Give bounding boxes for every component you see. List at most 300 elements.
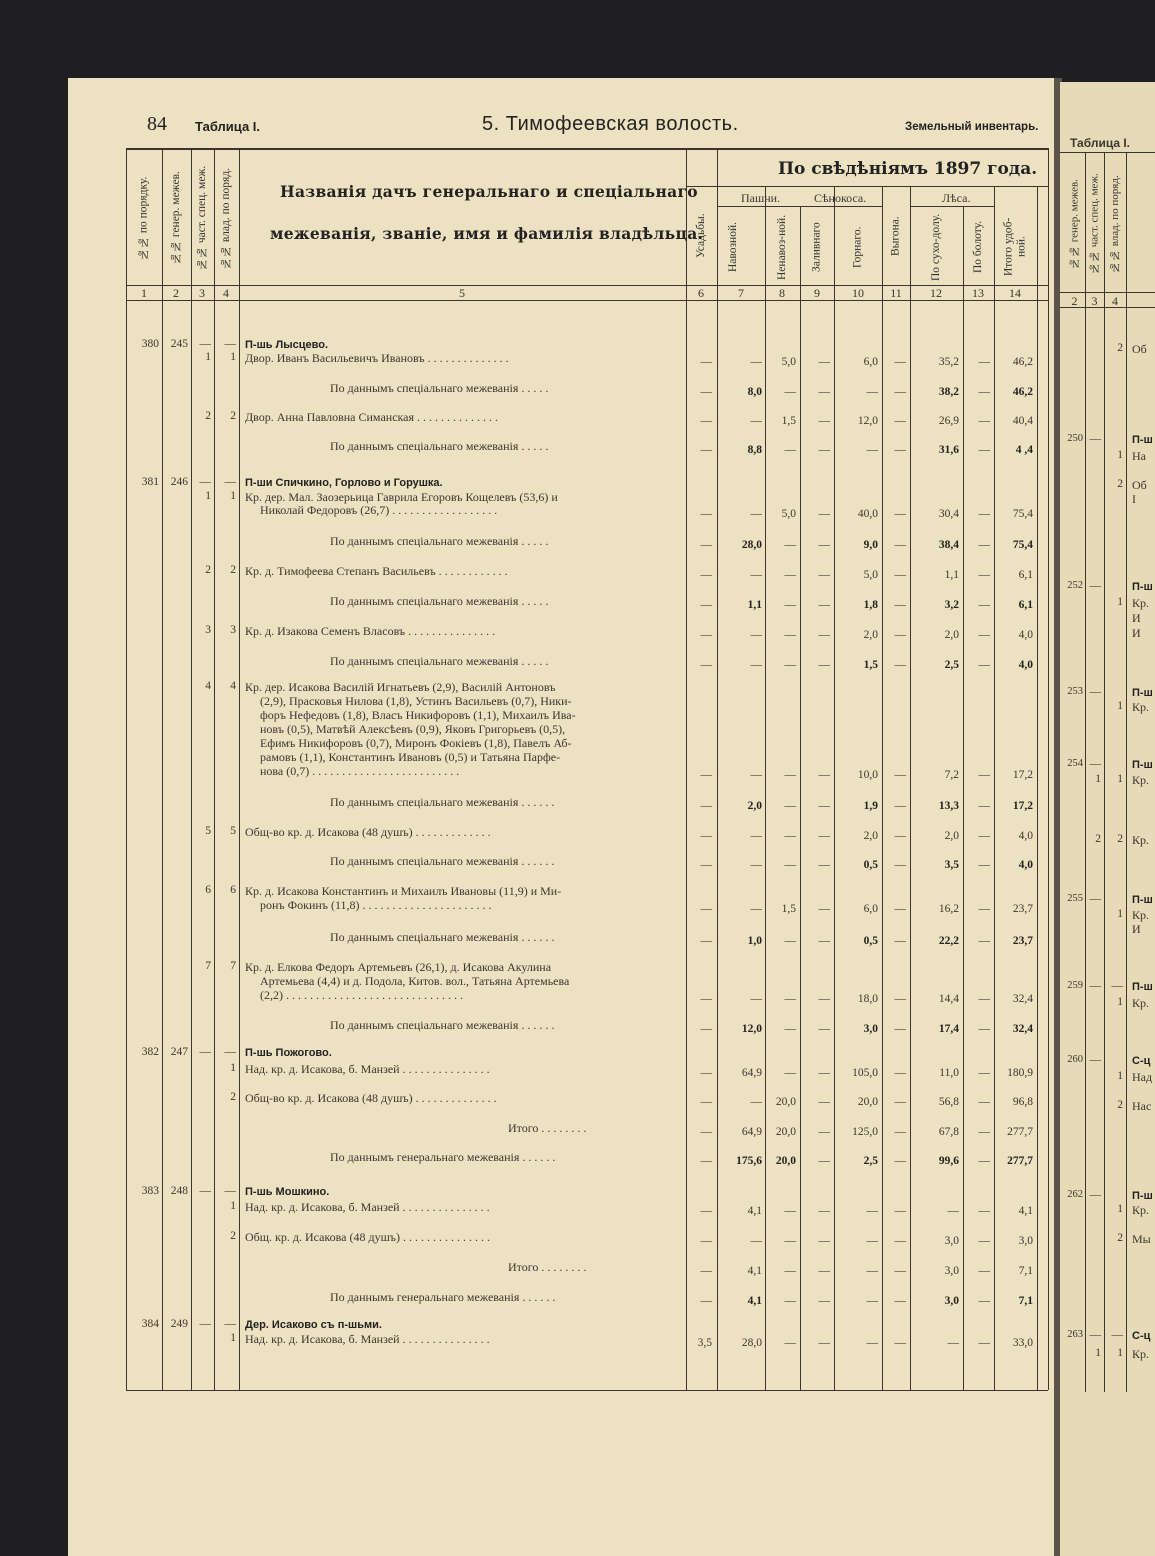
row-value: — — [894, 993, 906, 1005]
row-c2: 246 — [170, 476, 188, 488]
row-value: — — [818, 1067, 830, 1079]
row-value: 125,0 — [852, 1126, 878, 1138]
row-owner: Ефимъ Никифоровъ (0,7), Миронъ Фокіевъ (1,8), Павелъ Аб- — [260, 736, 572, 750]
column-number: 12 — [930, 286, 942, 300]
right-row-owner-num: 2 — [1117, 342, 1123, 354]
col-rule — [191, 148, 192, 1390]
table-label: Таблица I. — [195, 119, 261, 134]
column-header-po_bolotu: По болоту. — [972, 220, 984, 274]
row-value: — — [700, 539, 712, 551]
row-value: 23,7 — [1012, 935, 1033, 947]
right-row-text: Кр. — [1132, 833, 1150, 847]
row-total: Итого . . . . . . . . — [508, 1260, 587, 1274]
row-survey-note: По даннымъ спеціальнаго межеванія . . . . . — [330, 594, 549, 608]
column-number: 3 — [199, 286, 205, 300]
row-c4: 2 — [230, 1091, 236, 1103]
row-value: — — [784, 800, 796, 812]
right-row-owner-num: — — [1111, 980, 1123, 992]
row-value: — — [978, 769, 990, 781]
row-owner: Общ-во кр. д. Исакова (48 душъ) . . . . . . . . . . . . . . — [245, 1091, 497, 1105]
row-value: — — [784, 993, 796, 1005]
group-lesa: Лѣса. — [942, 191, 971, 205]
column-header-itogo_udobnoy: Итого удоб-ной. — [1002, 217, 1028, 277]
row-value: — — [818, 903, 830, 915]
row-value: — — [750, 769, 762, 781]
row-total: Итого . . . . . . . . — [508, 1121, 587, 1135]
right-row-gen: 262 — [1067, 1189, 1083, 1200]
row-value: — — [978, 629, 990, 641]
row-survey-note: По даннымъ спеціальнаго межеванія . . . . . . — [330, 795, 555, 809]
row-value: 6,1 — [1018, 599, 1033, 611]
row-value: 75,4 — [1012, 539, 1033, 551]
row-value: 2,0 — [863, 830, 878, 842]
row-value: — — [978, 1337, 990, 1349]
row-value: 3,2 — [944, 599, 959, 611]
row-value: — — [700, 1067, 712, 1079]
row-value: — — [700, 508, 712, 520]
right-row-part: — — [1089, 1329, 1101, 1341]
row-value: 17,2 — [1012, 800, 1033, 812]
column-number: 10 — [852, 286, 864, 300]
right-row-text: На — [1132, 449, 1146, 463]
row-owner: Артемьева (4,4) и д. Подола, Китов. вол., Татьяна Артемьева — [260, 974, 570, 988]
rule-lesa — [910, 206, 994, 207]
row-value: — — [894, 508, 906, 520]
row-value: 18,0 — [857, 993, 878, 1005]
row-value: 4,1 — [747, 1295, 762, 1307]
row-value: — — [750, 1235, 762, 1247]
right-row-text: Над — [1132, 1070, 1153, 1084]
group-header: По свѣдѣніямъ 1897 года. — [778, 159, 1038, 179]
right-column-header: №№ генер. межев. — [1068, 179, 1081, 269]
row-c3: 3 — [205, 624, 211, 636]
row-value: 2,5 — [863, 1155, 878, 1167]
column-number: 6 — [698, 286, 704, 300]
right-row-text: Кр. — [1132, 996, 1150, 1010]
row-c3: 1 — [205, 351, 211, 363]
row-value: — — [750, 1096, 762, 1108]
right-column-number: 2 — [1071, 294, 1078, 308]
row-value: 5,0 — [781, 508, 796, 520]
right-row-gen: 263 — [1067, 1329, 1083, 1340]
row-c1: 382 — [141, 1046, 159, 1058]
row-owner: Общ-во кр. д. Исакова (48 душъ) . . . . . . . . . . . . . — [245, 825, 491, 839]
row-value: — — [894, 569, 906, 581]
row-value: — — [978, 386, 990, 398]
row-value: — — [894, 1265, 906, 1277]
row-owner: рамовъ (1,1), Константинъ Ивановъ (0,5) и Татьяна Парфе- — [260, 750, 561, 764]
row-c4: 2 — [230, 564, 236, 576]
right-row-text: І — [1132, 492, 1136, 506]
column-number: 7 — [738, 286, 744, 300]
row-value: 4,1 — [1018, 1205, 1033, 1217]
right-row-text: Кр. — [1132, 700, 1150, 714]
column-header-gornago: Горнаго. — [851, 226, 864, 268]
row-c4: — — [224, 1185, 236, 1197]
row-value: — — [818, 508, 830, 520]
row-value: — — [978, 859, 990, 871]
row-c3: 7 — [205, 960, 211, 972]
row-value: 8,0 — [747, 386, 762, 398]
row-owner: нова (0,7) . . . . . . . . . . . . . . . . . . . . . . . . . — [260, 764, 460, 778]
row-value: — — [818, 769, 830, 781]
row-value: — — [894, 659, 906, 671]
row-value: — — [866, 444, 878, 456]
row-owner: Кр. д. Исакова Константинъ и Михаилъ Ивановы (11,9) и Ми- — [245, 884, 562, 898]
rule-pashni — [717, 206, 800, 207]
row-value: — — [700, 993, 712, 1005]
column-header-usadby: Усадьбы. — [695, 213, 707, 259]
row-value: — — [978, 1265, 990, 1277]
row-survey-note: По даннымъ спеціальнаго межеванія . . . . . . — [330, 854, 555, 868]
row-owner: (2,2) . . . . . . . . . . . . . . . . . . . . . . . . . . . . . . — [260, 988, 463, 1002]
row-value: 10,0 — [857, 769, 878, 781]
row-value: 12,0 — [857, 415, 878, 427]
row-value: — — [700, 1295, 712, 1307]
right-row-text: Нас — [1132, 1099, 1152, 1113]
row-place-title: Дер. Исаково съ п-шьми. — [245, 1319, 382, 1331]
column-number: 4 — [223, 286, 229, 300]
row-value: 7,2 — [944, 769, 959, 781]
right-rule-header — [1060, 292, 1155, 293]
row-value: 64,9 — [741, 1067, 762, 1079]
row-value: 17,4 — [938, 1023, 959, 1035]
row-value: 1,1 — [944, 569, 959, 581]
row-c4: 3 — [230, 624, 236, 636]
right-row-owner-num: 1 — [1117, 996, 1123, 1008]
row-value: 105,0 — [852, 1067, 878, 1079]
row-value: — — [894, 1235, 906, 1247]
row-c2: 247 — [170, 1046, 188, 1058]
row-value: — — [818, 1023, 830, 1035]
row-value: — — [784, 1295, 796, 1307]
row-value: 40,4 — [1012, 415, 1033, 427]
right-row-part: 1 — [1095, 773, 1101, 785]
column-number: 9 — [814, 286, 820, 300]
right-row-owner-num: 1 — [1117, 773, 1123, 785]
row-value: — — [750, 659, 762, 671]
column-header-c2: №№ генер. межев. — [170, 171, 182, 265]
row-value: — — [978, 1155, 990, 1167]
row-survey-note: По даннымъ спеціальнаго межеванія . . . . . — [330, 381, 549, 395]
row-value: — — [978, 539, 990, 551]
row-c4: — — [224, 338, 236, 350]
row-value: — — [818, 800, 830, 812]
row-c3: 2 — [205, 410, 211, 422]
row-value: 1,5 — [863, 659, 878, 671]
row-value: — — [818, 659, 830, 671]
row-value: 180,9 — [1007, 1067, 1033, 1079]
row-value: 5,0 — [781, 356, 796, 368]
column-number: 13 — [972, 286, 984, 300]
right-column-header: №№ влад. по поряд. — [1109, 175, 1121, 273]
row-value: — — [784, 386, 796, 398]
row-value: — — [700, 629, 712, 641]
row-value: — — [784, 1265, 796, 1277]
row-value: — — [978, 903, 990, 915]
row-value: 2,0 — [944, 629, 959, 641]
row-value: — — [978, 830, 990, 842]
row-value: 4,0 — [1018, 859, 1033, 871]
right-row-text: Об — [1132, 342, 1147, 356]
right-row-text: Кр. — [1132, 773, 1150, 787]
row-value: — — [784, 539, 796, 551]
right-row-part: — — [1089, 686, 1101, 698]
row-value: — — [894, 599, 906, 611]
row-c3: 6 — [205, 884, 211, 896]
row-value: — — [700, 1205, 712, 1217]
row-value: — — [894, 539, 906, 551]
column-number: 5 — [459, 286, 465, 300]
row-value: 4,1 — [747, 1205, 762, 1217]
row-value: 2,0 — [747, 800, 762, 812]
right-col-rule — [1126, 152, 1127, 1392]
right-row-gen: 252 — [1067, 580, 1083, 591]
row-value: 1,9 — [863, 800, 878, 812]
row-value: — — [818, 356, 830, 368]
row-c4: 1 — [230, 351, 236, 363]
row-value: — — [818, 1205, 830, 1217]
row-owner: Кр. дер. Исакова Василій Игнатьевъ (2,9), Василій Антоновъ — [245, 680, 556, 694]
row-value: — — [978, 415, 990, 427]
right-row-text: Об — [1132, 478, 1147, 492]
row-value: — — [978, 356, 990, 368]
row-value: — — [894, 800, 906, 812]
right-col-rule — [1085, 152, 1086, 1392]
row-value: 33,0 — [1012, 1337, 1033, 1349]
row-value: — — [818, 569, 830, 581]
row-value: — — [784, 444, 796, 456]
right-row-text: Кр. — [1132, 1347, 1150, 1361]
row-survey-note: По даннымъ спеціальнаго межеванія . . . . . . — [330, 930, 555, 944]
row-value: 0,5 — [863, 859, 878, 871]
row-value: — — [818, 1295, 830, 1307]
row-owner: Кр. дер. Мал. Заозерьица Гаврила Егоровъ Кощелевъ (53,6) и — [245, 490, 558, 504]
row-value: — — [784, 1235, 796, 1247]
right-row-owner-num: 1 — [1117, 596, 1123, 608]
row-owner: (2,9), Прасковья Нилова (1,8), Устинъ Васильевъ (0,7), Ники- — [260, 694, 572, 708]
row-value: 1,5 — [781, 903, 796, 915]
row-value: — — [978, 599, 990, 611]
row-c3: 2 — [205, 564, 211, 576]
row-c4: 5 — [230, 825, 236, 837]
column-header-c3: №№ част. спец. меж. — [196, 165, 208, 271]
row-value: — — [894, 1155, 906, 1167]
row-value: — — [784, 629, 796, 641]
row-value: — — [784, 599, 796, 611]
right-row-gen: 253 — [1067, 686, 1083, 697]
row-value: — — [750, 903, 762, 915]
row-value: 3,0 — [863, 1023, 878, 1035]
page-number: 84 — [147, 113, 167, 135]
right-row-text: И — [1132, 611, 1141, 625]
row-owner: Общ. кр. д. Исакова (48 душъ) . . . . . . . . . . . . . . . — [245, 1230, 491, 1244]
row-value: — — [784, 1205, 796, 1217]
rule-top — [126, 148, 1048, 150]
row-c4: 1 — [230, 490, 236, 502]
row-value: — — [700, 830, 712, 842]
row-value: — — [978, 1126, 990, 1138]
group-pashni: Пашни. — [741, 191, 781, 205]
row-c2: 249 — [170, 1318, 188, 1330]
row-value: 28,0 — [741, 1337, 762, 1349]
row-value: 5,0 — [863, 569, 878, 581]
row-owner: Кр. д. Изакова Семенъ Власовъ . . . . . . . . . . . . . . . — [245, 624, 496, 638]
row-value: 4,0 — [1018, 830, 1033, 842]
row-c3: — — [199, 1318, 211, 1330]
row-c3: — — [199, 1046, 211, 1058]
row-c2: 248 — [170, 1185, 188, 1197]
row-value: 2,0 — [944, 830, 959, 842]
row-c4: 2 — [230, 1230, 236, 1242]
col-rule — [1048, 148, 1049, 1390]
row-value: 6,1 — [1018, 569, 1033, 581]
row-value: 4,0 — [1018, 659, 1033, 671]
row-c2: 245 — [170, 338, 188, 350]
right-row-part: — — [1089, 758, 1101, 770]
row-value: — — [894, 1023, 906, 1035]
right-row-owner-num: 2 — [1117, 478, 1123, 490]
row-c1: 380 — [141, 338, 159, 350]
row-value: 7,1 — [1018, 1295, 1033, 1307]
row-value: — — [894, 444, 906, 456]
col-rule — [162, 148, 163, 1390]
row-c4: 6 — [230, 884, 236, 896]
row-value: 1,5 — [781, 415, 796, 427]
row-value: 9,0 — [863, 539, 878, 551]
row-value: — — [818, 830, 830, 842]
row-value: — — [750, 859, 762, 871]
right-table-label: Таблица I. — [1070, 136, 1131, 150]
row-value: — — [894, 859, 906, 871]
row-value: 75,4 — [1012, 508, 1033, 520]
row-value: — — [784, 1337, 796, 1349]
page-title: 5. Тимофеевская волость. — [482, 113, 739, 135]
row-value: — — [978, 993, 990, 1005]
right-row-part: — — [1089, 580, 1101, 592]
right-row-gen: 250 — [1067, 433, 1083, 444]
row-value: — — [784, 769, 796, 781]
row-value: — — [700, 1235, 712, 1247]
row-value: — — [894, 356, 906, 368]
right-row-gen: 259 — [1067, 980, 1083, 991]
row-value: — — [818, 1235, 830, 1247]
right-row-text: П-ш — [1132, 581, 1153, 593]
row-value: — — [818, 386, 830, 398]
name-header-line2: межеванія, званіе, имя и фамилія владѣльца. — [270, 224, 704, 243]
row-value: 30,4 — [938, 508, 959, 520]
row-value: — — [978, 935, 990, 947]
column-header-nenavoz: Ненавоз-ной. — [776, 214, 788, 280]
row-value: — — [700, 386, 712, 398]
row-value: 3,0 — [1018, 1235, 1033, 1247]
row-value: 99,6 — [938, 1155, 959, 1167]
row-value: 1,1 — [747, 599, 762, 611]
row-value: — — [818, 1337, 830, 1349]
row-c1: 383 — [141, 1185, 159, 1197]
row-owner: Над. кр. д. Исакова, б. Манзей . . . . . . . . . . . . . . . — [245, 1200, 490, 1214]
right-row-text: П-ш — [1132, 434, 1153, 446]
row-value: — — [978, 1295, 990, 1307]
row-value: — — [894, 830, 906, 842]
row-value: — — [818, 993, 830, 1005]
row-c4: — — [224, 1318, 236, 1330]
row-value: — — [700, 659, 712, 671]
row-value: — — [978, 1023, 990, 1035]
column-number: 11 — [890, 286, 902, 300]
row-c4: — — [224, 1046, 236, 1058]
row-value: — — [894, 629, 906, 641]
row-owner: Николай Федоровъ (26,7) . . . . . . . . . . . . . . . . . . — [260, 503, 498, 517]
column-header-po_suhodolu: По сухо-долу. — [930, 213, 942, 281]
row-value: — — [818, 444, 830, 456]
row-value: — — [750, 508, 762, 520]
row-place-title: П-ши Спичкино, Горлово и Горушка. — [245, 477, 443, 489]
row-value: 20,0 — [775, 1155, 796, 1167]
right-row-part: — — [1089, 433, 1101, 445]
row-value: — — [700, 1155, 712, 1167]
row-value: — — [784, 659, 796, 671]
right-row-part: 2 — [1095, 833, 1101, 845]
row-value: — — [866, 1235, 878, 1247]
row-value: 96,8 — [1012, 1096, 1033, 1108]
row-value: 2,0 — [863, 629, 878, 641]
row-value: 28,0 — [741, 539, 762, 551]
row-value: 38,2 — [938, 386, 959, 398]
row-value: — — [894, 1096, 906, 1108]
row-survey-note: По даннымъ спеціальнаго межеванія . . . . . — [330, 654, 549, 668]
row-value: 8,8 — [747, 444, 762, 456]
row-value: 22,2 — [938, 935, 959, 947]
row-value: 35,2 — [938, 356, 959, 368]
right-column-number: 3 — [1091, 294, 1098, 308]
right-row-owner-num: 2 — [1117, 1099, 1123, 1111]
column-header-c1: №№ по порядку. — [137, 176, 150, 260]
row-value: — — [894, 1337, 906, 1349]
row-value: — — [700, 1096, 712, 1108]
row-survey-note: По даннымъ генеральнаго межеванія . . . . . . — [330, 1290, 556, 1304]
row-value: 26,9 — [938, 415, 959, 427]
row-value: 1,0 — [747, 935, 762, 947]
column-header-vygona: Выгона. — [889, 216, 902, 256]
row-value: — — [818, 1155, 830, 1167]
row-value: — — [866, 1295, 878, 1307]
row-value: 175,6 — [736, 1155, 762, 1167]
row-value: — — [818, 1126, 830, 1138]
row-value: 64,9 — [741, 1126, 762, 1138]
row-value: 31,6 — [938, 444, 959, 456]
row-value: 46,2 — [1012, 386, 1033, 398]
row-value: 23,7 — [1012, 903, 1033, 915]
right-row-owner-num: 1 — [1117, 700, 1123, 712]
right-row-part: — — [1089, 980, 1101, 992]
row-value: — — [700, 903, 712, 915]
row-value: — — [818, 539, 830, 551]
row-c3: 4 — [205, 680, 211, 692]
row-value: — — [700, 444, 712, 456]
row-value: 4,1 — [747, 1265, 762, 1277]
row-value: 32,4 — [1012, 993, 1033, 1005]
right-row-owner-num: — — [1111, 1329, 1123, 1341]
row-owner: Над. кр. д. Исакова, б. Манзей . . . . . . . . . . . . . . . — [245, 1332, 490, 1346]
right-row-text: С-ц — [1132, 1330, 1151, 1342]
row-c4: 2 — [230, 410, 236, 422]
row-c3: 5 — [205, 825, 211, 837]
row-value: 20,0 — [775, 1126, 796, 1138]
row-value: 7,1 — [1018, 1265, 1033, 1277]
row-owner: Кр. д. Тимофеева Степанъ Васильевъ . . . . . . . . . . . . — [245, 564, 508, 578]
right-row-text: Мы — [1132, 1232, 1151, 1246]
